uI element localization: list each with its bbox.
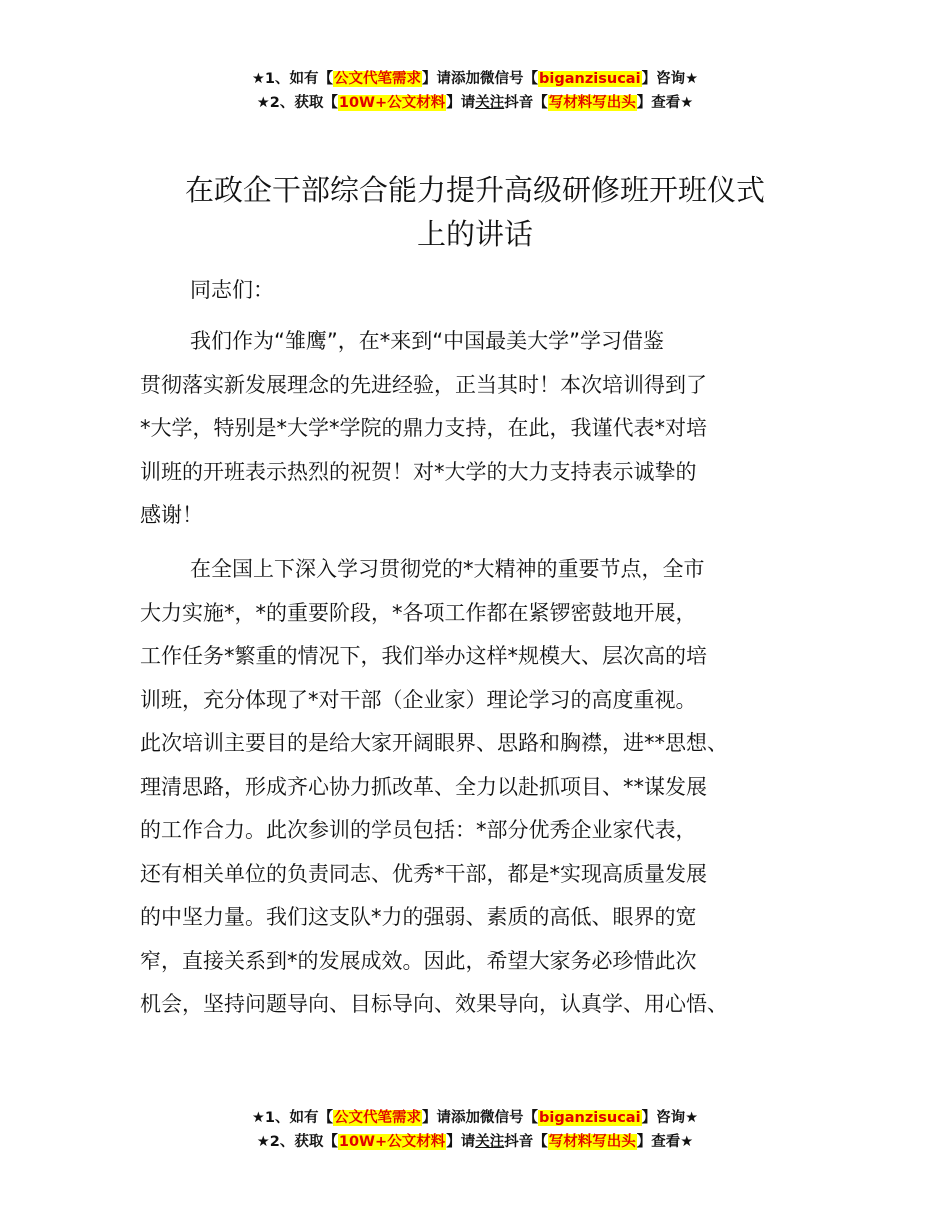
footer-line-2-text-g: 】查看★ — [636, 1134, 694, 1150]
footer-line-2-text-c: 】请 — [446, 1134, 476, 1150]
paragraph-1-line: 感谢！ — [140, 503, 203, 527]
footer-underlined-follow: 关注 — [475, 1134, 505, 1150]
paragraph-2-line: 在全国上下深入学习贯彻党的*大精神的重要节点，全市 — [190, 557, 705, 581]
header-line-2-text-c: 】请 — [446, 95, 476, 111]
header-highlight-ghostwriting: 公文代笔需求 — [334, 71, 422, 87]
footer-highlight-douyin-account: 写材料写出头 — [548, 1134, 636, 1150]
paragraph-2-line: 机会，坚持问题导向、目标导向、效果导向，认真学、用心悟、 — [140, 992, 728, 1016]
paragraph-2-line: 窄，直接关系到*的发展成效。因此，希望大家务必珍惜此次 — [140, 948, 697, 973]
paragraph-2-line: 的中坚力量。我们这支队*力的强弱、素质的高低、眼界的宽 — [140, 905, 697, 929]
paragraph-2-line: 还有相关单位的负责同志、优秀*干部，都是*实现高质量发展 — [140, 861, 707, 886]
title-line-1: 在政企干部综合能力提升高级研修班开班仪式 — [184, 173, 765, 207]
header-line-2-text-a: ★2、获取【 — [256, 95, 338, 111]
footer-line-2-text-e: 抖音【 — [504, 1134, 548, 1150]
header-line-2 — [0, 91, 950, 115]
header-line-2-text-e: 抖音【 — [504, 95, 548, 111]
header-line-1-text-a: ★1、如有【 — [251, 71, 334, 87]
header-line-1-text-c: 】请添加微信号【 — [422, 71, 539, 87]
header-line-1-text-e: 】咨询★ — [641, 71, 699, 87]
footer-line-2-text-a: ★2、获取【 — [256, 1134, 338, 1150]
paragraph-2-line: 理清思路，形成齐心协力抓改革、全力以赴抓项目、**谋发展 — [140, 774, 707, 799]
footer-highlight-ghostwriting: 公文代笔需求 — [334, 1110, 422, 1126]
footer-line-1-text-c: 】请添加微信号【 — [422, 1110, 539, 1126]
paragraph-1-line: *大学，特别是*大学*学院的鼎力支持，在此，我谨代表*对培 — [140, 416, 707, 440]
header-line-1 — [0, 67, 950, 91]
header-line-2-text-g: 】查看★ — [636, 95, 694, 111]
footer-line-1-text-a: ★1、如有【 — [251, 1110, 334, 1126]
salutation — [140, 269, 820, 313]
header-highlight-wechat-id: biganzisucai — [539, 71, 641, 87]
paragraph-2-line: 工作任务*繁重的情况下，我们举办这样*规模大、层次高的培 — [140, 644, 707, 668]
document-title — [0, 168, 950, 256]
paragraph-1-line: 贯彻落实新发展理念的先进经验，正当其时！本次培训得到了 — [140, 372, 707, 397]
paragraph-1-line: 训班的开班表示热烈的祝贺！对*大学的大力支持表示诚挚的 — [140, 459, 697, 484]
footer-banner — [0, 1106, 950, 1154]
footer-highlight-wechat-id: biganzisucai — [539, 1110, 641, 1126]
paragraph-2-line: 大力实施*，*的重要阶段，*各项工作都在紧锣密鼓地开展， — [140, 600, 697, 625]
footer-line-1 — [0, 1106, 950, 1130]
paragraph-2-line: 的工作合力。此次参训的学员包括：*部分优秀企业家代表， — [140, 818, 697, 842]
footer-highlight-materials: 10W+公文材料 — [338, 1134, 446, 1150]
paragraph-2-line: 训班，充分体现了*对干部（企业家）理论学习的高度重视。 — [140, 687, 697, 712]
header-highlight-materials: 10W+公文材料 — [338, 95, 446, 111]
paragraph-1-line: 我们作为“雏鹰”，在*来到“中国最美大学”学习借鉴 — [190, 329, 665, 353]
paragraph-1 — [140, 320, 820, 538]
title-line-2: 上的讲话 — [416, 217, 533, 251]
footer-line-1-text-e: 】咨询★ — [641, 1110, 699, 1126]
paragraph-2-line: 此次培训主要目的是给大家开阔眼界、思路和胸襟，进**思想、 — [140, 731, 728, 755]
paragraph-2 — [140, 548, 820, 1027]
header-highlight-douyin-account: 写材料写出头 — [548, 95, 636, 111]
header-underlined-follow: 关注 — [475, 95, 505, 111]
footer-line-2 — [0, 1130, 950, 1154]
salutation-text: 同志们： — [190, 278, 274, 302]
header-banner — [0, 67, 950, 115]
